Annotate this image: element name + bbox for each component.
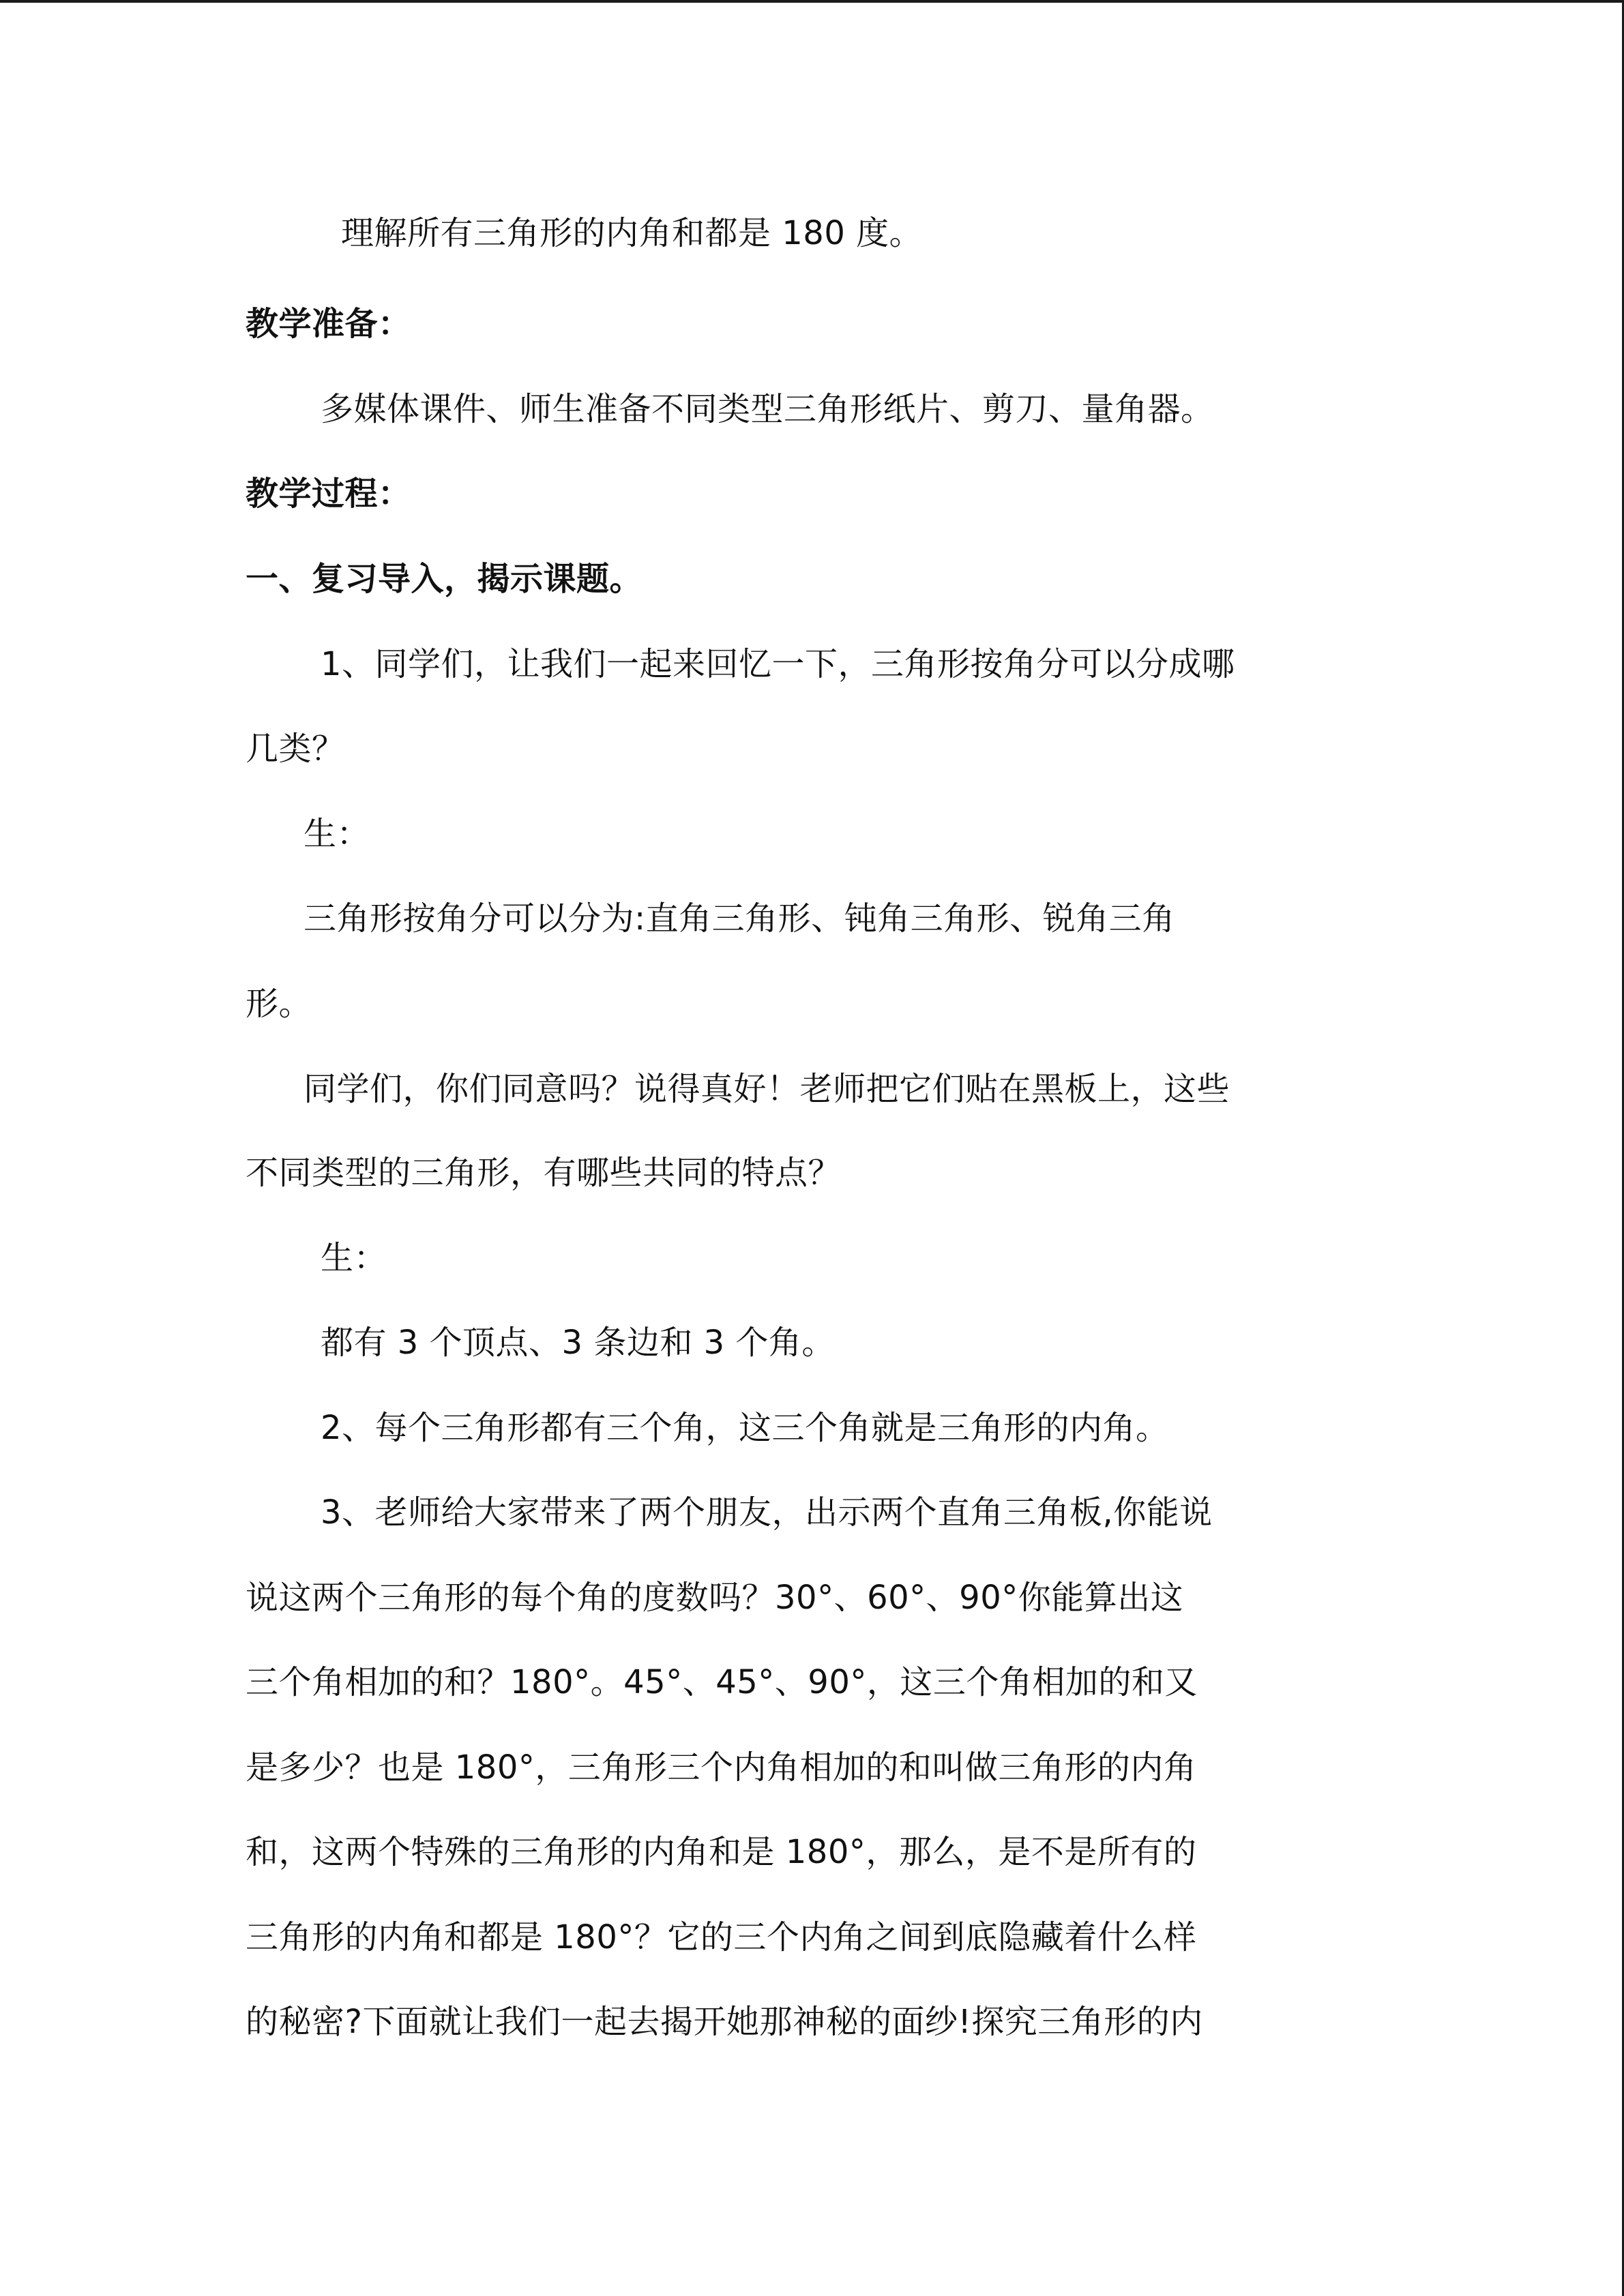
paragraph-line: 的秘密?下面就让我们一起去揭开她那神秘的面纱!探究三角形的内 <box>246 2003 1203 2041</box>
paragraph-line: 3、老师给大家带来了两个朋友，出示两个直角三角板,你能说 <box>321 1493 1213 1532</box>
paragraph-line: 是多少？也是 180°，三角形三个内角相加的和叫做三角形的内角 <box>246 1748 1197 1787</box>
paragraph-line: 同学们，你们同意吗？说得真好！老师把它们贴在黑板上，这些 <box>304 1070 1230 1108</box>
paragraph-line: 不同类型的三角形，有哪些共同的特点？ <box>246 1154 842 1192</box>
paragraph-line: 三角形按角分可以分为:直角三角形、钝角三角形、锐角三角 <box>304 899 1175 938</box>
paragraph-line: 2、每个三角形都有三个角，这三个角就是三角形的内角。 <box>321 1409 1169 1447</box>
paragraph-line: 和，这两个特殊的三角形的内角和是 180°，那么，是不是所有的 <box>246 1833 1197 1871</box>
paragraph-line: 形。 <box>246 985 312 1023</box>
student-label: 生： <box>304 815 370 853</box>
paragraph-line: 几类？ <box>246 730 345 768</box>
preparation-text: 多媒体课件、师生准备不同类型三角形纸片、剪刀、量角器。 <box>321 390 1214 428</box>
paragraph-line: 都有 3 个顶点、3 条边和 3 个角。 <box>321 1324 835 1362</box>
paragraph-line: 1、同学们，让我们一起来回忆一下，三角形按角分可以分成哪 <box>321 645 1235 683</box>
section-heading-review: 一、复习导入，揭示课题。 <box>246 560 643 598</box>
page-top-border <box>0 0 1624 3</box>
student-label: 生： <box>321 1239 387 1277</box>
paragraph-line: 说这两个三角形的每个角的度数吗？30°、60°、90°你能算出这 <box>246 1579 1184 1617</box>
heading-teaching-preparation: 教学准备： <box>246 305 411 343</box>
objective-line: 理解所有三角形的内角和都是 180 度。 <box>341 214 923 252</box>
heading-teaching-process: 教学过程： <box>246 475 411 513</box>
paragraph-line: 三角形的内角和都是 180°？它的三个内角之间到底隐藏着什么样 <box>246 1918 1197 1956</box>
paragraph-line: 三个角相加的和？180°。45°、45°、90°，这三个角相加的和又 <box>246 1663 1198 1701</box>
